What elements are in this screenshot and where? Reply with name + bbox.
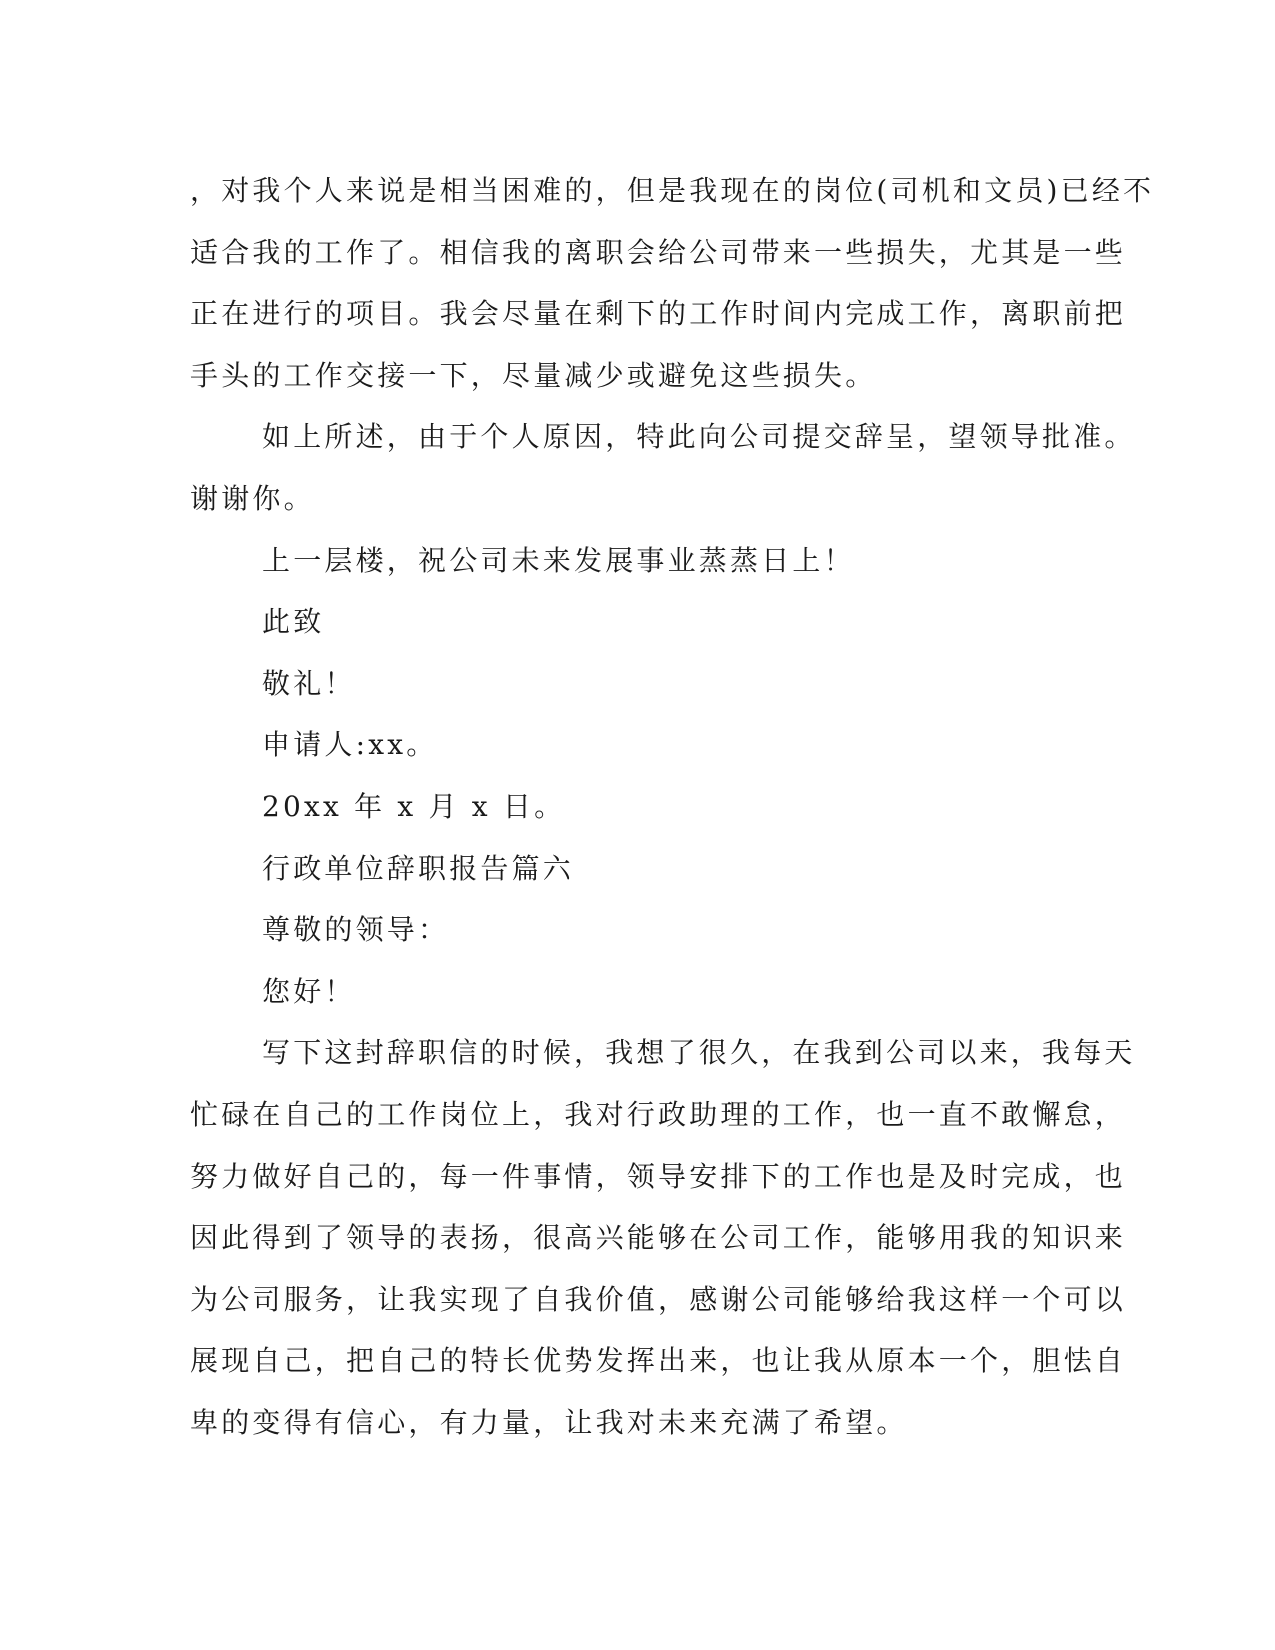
text-line: 手头的工作交接一下，尽量减少或避免这些损失。 (190, 358, 877, 392)
text-line: 为公司服务，让我实现了自我价值，感谢公司能够给我这样一个可以 (190, 1282, 1127, 1316)
text-line: 尊敬的领导： (262, 913, 450, 947)
text-line: 行政单位辞职报告篇六 (262, 851, 575, 885)
paragraph-continuation (190, 160, 1155, 406)
text-line: 因此得到了领导的表扬，很高兴能够在公司工作，能够用我的知识来 (190, 1221, 1127, 1255)
applicant-line (190, 714, 1080, 776)
text-line: 20xx 年 x 月 x 日。 (262, 789, 566, 823)
text-line: 上一层楼，祝公司未来发展事业蒸蒸日上！ (262, 543, 855, 577)
text-line: 如上所述，由于个人原因，特此向公司提交辞呈，望领导批准。 (262, 420, 1136, 454)
text-line: 适合我的工作了。相信我的离职会给公司带来一些损失，尤其是一些 (190, 235, 1127, 269)
salutation (190, 899, 1080, 961)
text-line: 写下这封辞职信的时候，我想了很久，在我到公司以来，我每天 (262, 1036, 1136, 1070)
text-line: 努力做好自己的，每一件事情，领导安排下的工作也是及时完成，也 (190, 1159, 1127, 1193)
date-line (190, 776, 1080, 838)
greeting (190, 961, 1080, 1023)
text-line: 申请人:xx。 (262, 728, 438, 762)
document-body (190, 160, 1155, 1453)
text-line: 此致 (262, 605, 325, 639)
text-line: 展现自己，把自己的特长优势发挥出来，也让我从原本一个，胆怯自 (190, 1344, 1127, 1378)
paragraph-wish (190, 530, 1080, 592)
text-line: 敬礼！ (262, 666, 356, 700)
closing-line-1 (190, 591, 1080, 653)
text-line: ，对我个人来说是相当困难的，但是我现在的岗位(司机和文员)已经不 (190, 174, 1155, 207)
text-line: 正在进行的项目。我会尽量在剩下的工作时间内完成工作，离职前把 (190, 297, 1127, 331)
section-title (190, 838, 1080, 900)
paragraph-request (190, 406, 1136, 529)
closing-line-2 (190, 653, 1080, 715)
text-line: 卑的变得有信心，有力量，让我对未来充满了希望。 (190, 1405, 908, 1439)
paragraph-body (190, 1022, 1136, 1453)
text-line: 忙碌在自己的工作岗位上，我对行政助理的工作，也一直不敢懈怠， (190, 1097, 1127, 1131)
text-line: 谢谢你。 (190, 481, 315, 515)
text-line: 您好！ (262, 974, 356, 1008)
